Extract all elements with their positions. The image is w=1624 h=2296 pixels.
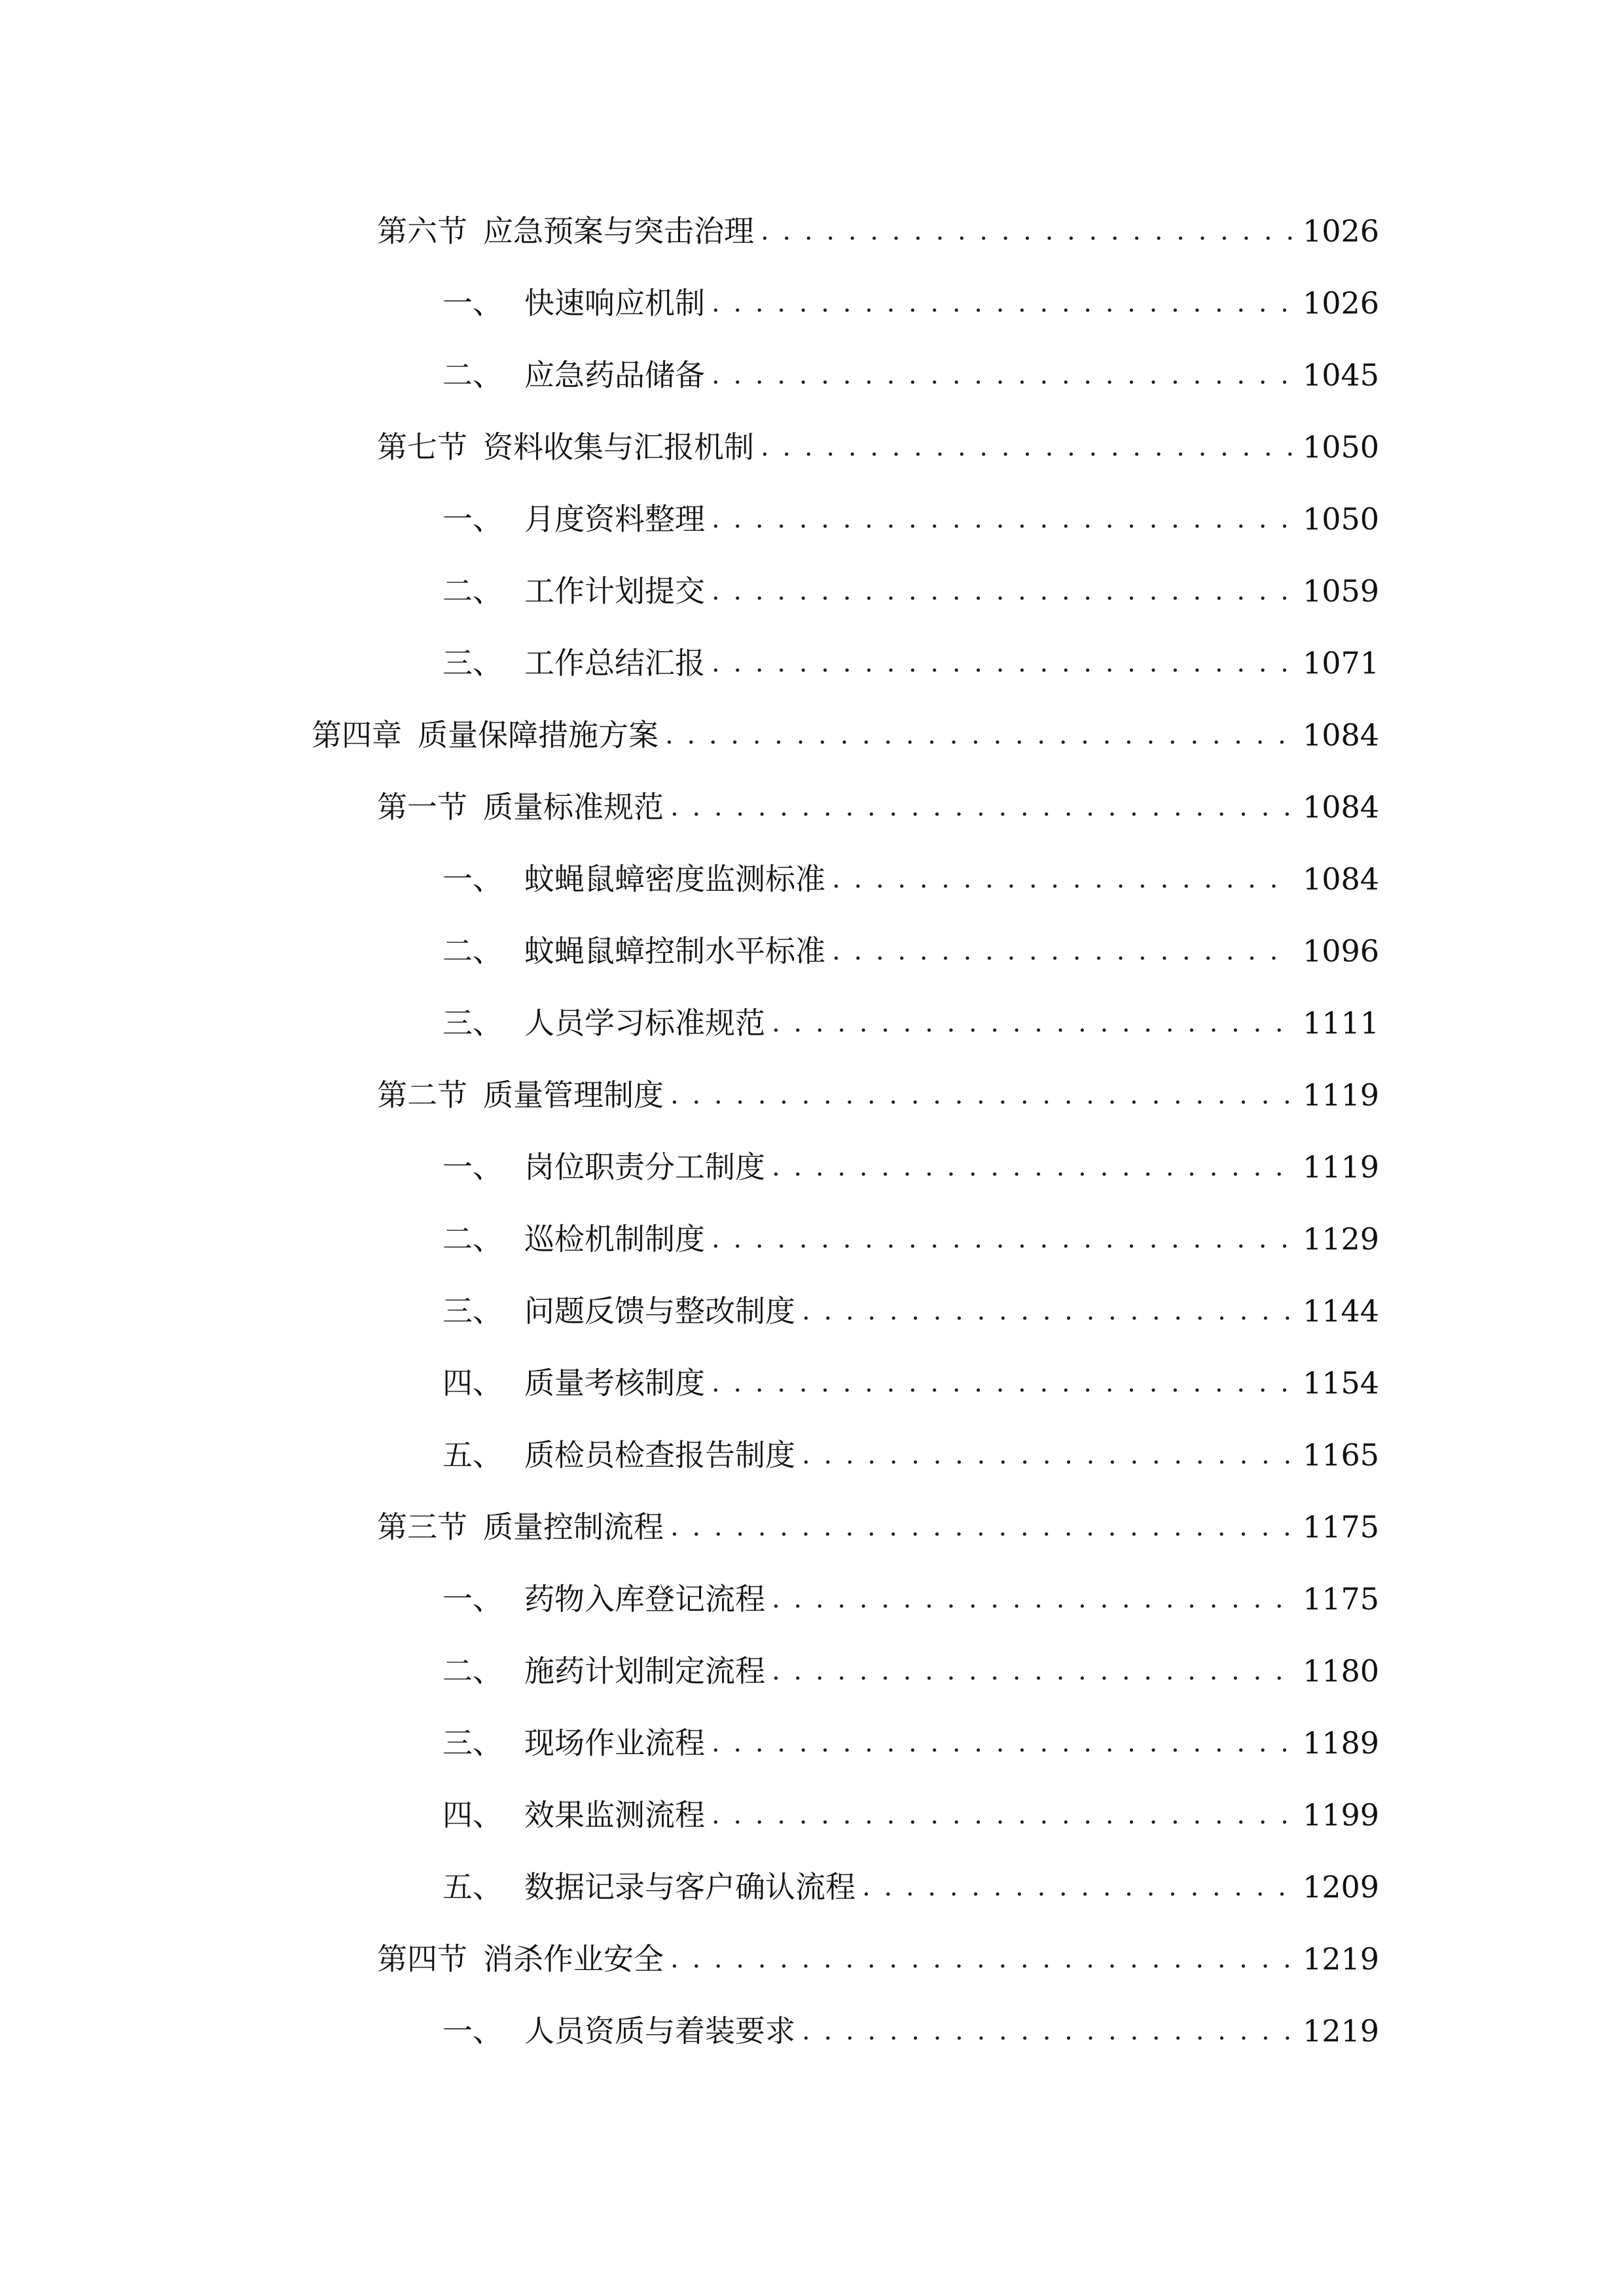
toc-entry-title: 质量考核制度: [524, 1365, 705, 1401]
toc-entry[interactable]: [0, 1563, 1624, 1635]
toc-entry-title: 消杀作业安全: [483, 1941, 664, 1977]
toc-page-number: 1129: [1303, 1221, 1380, 1257]
toc-dot-leader: [832, 915, 1293, 987]
toc-dot-leader: [712, 267, 1293, 339]
toc-entry-number: 第四节: [377, 1941, 467, 1977]
toc-dot-leader: [712, 1707, 1293, 1779]
toc-dot-leader: [761, 195, 1293, 267]
toc-page-number: 1189: [1303, 1725, 1380, 1761]
toc-entry-title: 人员资质与着装要求: [524, 2013, 795, 2049]
toc-entry[interactable]: [0, 915, 1624, 987]
toc-page-number: 1026: [1303, 285, 1380, 321]
toc-page-number: 1084: [1303, 861, 1380, 897]
toc-entry[interactable]: [0, 555, 1624, 627]
toc-dot-leader: [862, 1851, 1293, 1923]
toc-entry-title: 工作总结汇报: [524, 645, 705, 681]
toc-dot-leader: [712, 339, 1293, 411]
toc-entry-number: 第三节: [377, 1509, 467, 1545]
toc-entry[interactable]: [0, 1275, 1624, 1347]
toc-entry[interactable]: [0, 771, 1624, 843]
toc-entry[interactable]: [0, 195, 1624, 267]
toc-page-number: 1209: [1303, 1869, 1380, 1905]
toc-entry[interactable]: [0, 1419, 1624, 1491]
toc-entry-number: 三、: [442, 1293, 503, 1329]
toc-entry-number: 二、: [442, 357, 503, 393]
toc-entry-title: 质量标准规范: [483, 789, 664, 825]
toc-entry-number: 四、: [442, 1365, 503, 1401]
toc-dot-leader: [670, 1491, 1293, 1563]
toc-dot-leader: [772, 1563, 1293, 1635]
toc-dot-leader: [802, 1275, 1293, 1347]
toc-entry-title: 月度资料整理: [524, 501, 705, 537]
toc-entry-number: 五、: [442, 1869, 503, 1905]
toc-dot-leader: [712, 627, 1293, 699]
toc-entry-title: 质量管理制度: [483, 1077, 664, 1113]
toc-entry-title: 质量控制流程: [483, 1509, 664, 1545]
toc-entry-title: 药物入库登记流程: [524, 1581, 765, 1617]
toc-entry-title: 数据记录与客户确认流程: [524, 1869, 856, 1905]
toc-page-number: 1045: [1303, 357, 1380, 393]
toc-entry-title: 应急药品储备: [524, 357, 705, 393]
toc-entry-title: 效果监测流程: [524, 1797, 705, 1833]
toc-entry[interactable]: [0, 1059, 1624, 1131]
toc-dot-leader: [670, 1059, 1293, 1131]
toc-entry[interactable]: [0, 1203, 1624, 1275]
toc-entry-title: 问题反馈与整改制度: [524, 1293, 795, 1329]
toc-entry-title: 巡检机制制度: [524, 1221, 705, 1257]
toc-entry[interactable]: [0, 1995, 1624, 2067]
toc-page-number: 1175: [1303, 1581, 1380, 1617]
toc-entry[interactable]: [0, 699, 1624, 771]
toc-entry[interactable]: [0, 843, 1624, 915]
toc-entry-title: 应急预案与突击治理: [483, 213, 754, 249]
toc-entry-title: 施药计划制定流程: [524, 1653, 765, 1689]
toc-entry-number: 第七节: [377, 429, 467, 465]
toc-dot-leader: [761, 411, 1293, 483]
toc-dot-leader: [772, 1635, 1293, 1707]
toc-entry-number: 第四章: [312, 717, 402, 753]
toc-entry-number: 二、: [442, 1221, 503, 1257]
toc-entry-number: 三、: [442, 1725, 503, 1761]
toc-entry-number: 三、: [442, 645, 503, 681]
toc-entry[interactable]: [0, 627, 1624, 699]
toc-entry-number: 二、: [442, 573, 503, 609]
toc-page-number: 1175: [1303, 1509, 1380, 1545]
toc-dot-leader: [665, 699, 1293, 771]
toc-dot-leader: [772, 987, 1293, 1059]
toc-page-number: 1154: [1303, 1365, 1380, 1401]
toc-page-number: 1026: [1303, 213, 1380, 249]
toc-page-number: 1050: [1303, 501, 1380, 537]
toc-entry[interactable]: [0, 1491, 1624, 1563]
toc-entry-title: 质量保障措施方案: [418, 717, 659, 753]
toc-entry-number: 一、: [442, 1581, 503, 1617]
toc-entry-title: 蚊蝇鼠蟑密度监测标准: [524, 861, 825, 897]
toc-entry-title: 工作计划提交: [524, 573, 705, 609]
toc-dot-leader: [670, 1923, 1293, 1995]
toc-entry[interactable]: [0, 987, 1624, 1059]
toc-entry-number: 二、: [442, 1653, 503, 1689]
toc-entry-number: 一、: [442, 285, 503, 321]
toc-dot-leader: [772, 1131, 1293, 1203]
toc-entry-title: 岗位职责分工制度: [524, 1149, 765, 1185]
toc-page-number: 1111: [1303, 1005, 1380, 1041]
toc-entry-number: 第一节: [377, 789, 467, 825]
toc-entry[interactable]: [0, 483, 1624, 555]
toc-dot-leader: [712, 555, 1293, 627]
toc-page-number: 1119: [1303, 1077, 1380, 1113]
toc-entry[interactable]: [0, 267, 1624, 339]
toc-entry[interactable]: [0, 339, 1624, 411]
toc-dot-leader: [802, 1995, 1293, 2067]
toc-page-number: 1071: [1303, 645, 1380, 681]
toc-entry-number: 三、: [442, 1005, 503, 1041]
toc-entry-number: 一、: [442, 501, 503, 537]
toc-dot-leader: [802, 1419, 1293, 1491]
toc-dot-leader: [670, 771, 1293, 843]
toc-dot-leader: [712, 1779, 1293, 1851]
toc-page-number: 1084: [1303, 717, 1380, 753]
toc-page-number: 1059: [1303, 573, 1380, 609]
toc-entry-number: 二、: [442, 933, 503, 969]
toc-page-number: 1144: [1303, 1293, 1380, 1329]
toc-entry-number: 第二节: [377, 1077, 467, 1113]
toc-entry-number: 第六节: [377, 213, 467, 249]
toc-dot-leader: [712, 1347, 1293, 1419]
table-of-contents: [0, 195, 1624, 2067]
toc-entry-title: 资料收集与汇报机制: [483, 429, 754, 465]
toc-dot-leader: [712, 483, 1293, 555]
toc-entry[interactable]: [0, 411, 1624, 483]
toc-entry-number: 一、: [442, 1149, 503, 1185]
toc-page-number: 1165: [1303, 1437, 1380, 1473]
toc-page-number: 1119: [1303, 1149, 1380, 1185]
toc-page-number: 1219: [1303, 1941, 1380, 1977]
toc-entry-number: 一、: [442, 2013, 503, 2049]
toc-entry-title: 现场作业流程: [524, 1725, 705, 1761]
toc-entry-title: 人员学习标准规范: [524, 1005, 765, 1041]
toc-entry[interactable]: [0, 1851, 1624, 1923]
toc-page-number: 1219: [1303, 2013, 1380, 2049]
toc-entry-number: 五、: [442, 1437, 503, 1473]
toc-entry[interactable]: [0, 1347, 1624, 1419]
toc-entry[interactable]: [0, 1923, 1624, 1995]
toc-entry-title: 蚊蝇鼠蟑控制水平标准: [524, 933, 825, 969]
toc-page-number: 1199: [1303, 1797, 1380, 1833]
toc-entry-number: 一、: [442, 861, 503, 897]
toc-entry[interactable]: [0, 1131, 1624, 1203]
toc-entry[interactable]: [0, 1635, 1624, 1707]
toc-dot-leader: [712, 1203, 1293, 1275]
toc-entry[interactable]: [0, 1707, 1624, 1779]
toc-page-number: 1096: [1303, 933, 1380, 969]
toc-page-number: 1180: [1303, 1653, 1380, 1689]
toc-entry-title: 质检员检查报告制度: [524, 1437, 795, 1473]
toc-entry-number: 四、: [442, 1797, 503, 1833]
toc-dot-leader: [832, 843, 1293, 915]
toc-page-number: 1050: [1303, 429, 1380, 465]
toc-entry-title: 快速响应机制: [524, 285, 705, 321]
toc-page-number: 1084: [1303, 789, 1380, 825]
toc-entry[interactable]: [0, 1779, 1624, 1851]
